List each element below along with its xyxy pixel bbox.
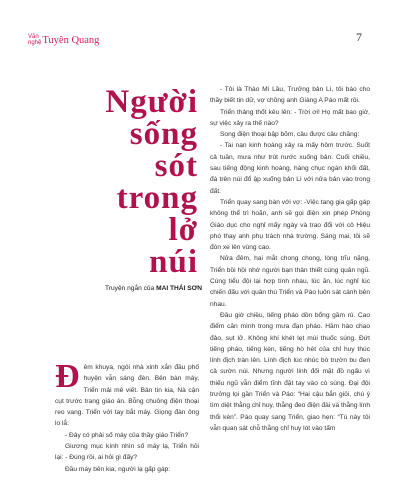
paragraph: Đầu máy bên kia, người lạ gấp gáp: xyxy=(65,465,171,473)
byline-prefix: Truyện ngắn của xyxy=(105,285,157,292)
left-column xyxy=(55,358,199,475)
title-line: sống xyxy=(129,116,198,152)
right-column xyxy=(210,84,370,434)
title-line: núi xyxy=(149,244,198,280)
paragraph-text: êm khuya, ngôi nhà xinh xắn đầu phố huyện vẫn sáng đèn. Bên bàn máy, Triển mải mê viết. Bản tin kia, Nà cận cụt trước trang giáo án. Bỗng chuông điện thoại reo vang. Triển với tay bắt máy. Giọng đàn ông lo lắ: xyxy=(55,364,199,428)
masthead-small-top: Văn xyxy=(28,34,39,40)
paragraph: - Tôi là Thào Mí Lầu, Trưởng bản Lì, tôi báo cho thầy biết tin dữ, vợ chồng anh Giàng A Páo mất rồi. xyxy=(210,86,370,105)
paragraph: Song điện thoại bập bõm, câu được câu chăng: xyxy=(220,131,360,139)
title-line: sót xyxy=(154,148,198,184)
paragraph: - Đây có phải số máy của thầy giáo Triển? xyxy=(65,431,189,439)
paragraph: - Tai nạn kinh hoàng xảy ra mấy hôm trước. Suốt cả tuần, mưa như trút nước xuống bản. Cuối chiều, sau tiếng động kinh hoàng, hàng chục ngàn khối đất, đá trên núi đổ ập xuống bản Lì với nửa bản vào trong đất. xyxy=(210,142,370,195)
masthead-small-bottom: nghệ xyxy=(28,40,42,46)
masthead xyxy=(28,30,99,46)
paragraph: Đầu giờ chiều, tiếng pháo dồn bổng gầm rú. Cao điểm căn mình trong mưa đạn pháo. Hầm hào chao đảo, sụt lở. Không khí khét lẹt mùi thuốc súng. Đứt tiếng pháo, tiếng kèn, tiếng hò hét của chỉ huy thúc lính địch tràn lên. Lính địch lúc nhúc bò trườn bu đen cả sườn núi. Nhưng người lính đối mặt đồ ngấu vì thiếu ngũ vẫn điểm tĩnh đặt tay vào cò súng. Đại đội trưởng lọi gần Triển và Páo: “Hai cậu bắn giỏi, chú ý tìm diệt thằng chỉ huy, thằng đeo điện đài và thằng lính thổi kèn”. Páo quay sang Triển, giao hẹn: “Tú này tôi vẫn quan sát chỗ thằng chỉ huy lót vào tấm xyxy=(210,311,370,432)
article-title xyxy=(70,86,198,278)
paragraph xyxy=(55,358,199,430)
page-number: 7 xyxy=(356,30,362,44)
paragraph: Nửa đêm, hai mắt chong chong, lòng trĩu nặng, Triển bồi hồi nhớ người bạn thân thiết cùng quân ngũ. Cùng tiểu đội lại hợp tính nhau, lúc ăn, lúc nghỉ lúc chiến đấu với quân thù Triển và Páo luôn sát cánh bên nhau. xyxy=(210,255,370,308)
masthead-title: Tuyên Quang xyxy=(42,35,100,46)
title-line: trong xyxy=(116,180,198,216)
paragraph: Triển thảng thốt kêu lên: - Trời ơi! Họ mất bao giờ, sự việc xảy ra thế nào? xyxy=(210,108,370,127)
byline-author: MAI THÁI SƠN xyxy=(156,285,202,292)
title-line: Người xyxy=(105,84,198,120)
masthead-small xyxy=(28,34,41,46)
paragraph: Giương mục kính nhìn số máy lạ, Triển hỏi lại: - Đúng rồi, ai hỏi gì đấy? xyxy=(55,443,199,462)
title-line: lở xyxy=(168,212,198,248)
byline xyxy=(66,285,202,292)
drop-cap: Đ xyxy=(55,358,80,395)
paragraph: Triển quay sang bàn với vợ: -Việc tang gia gấp gáp không thể trì hoãn, anh sẽ gọi điện xin phép Phòng Giáo dục cho nghỉ mấy ngày và trao đổi với cô Hiệu phó thay anh phụ trách nhà trường. Sáng mai, tôi sẽ đón xe lên vùng cao. xyxy=(210,198,370,252)
